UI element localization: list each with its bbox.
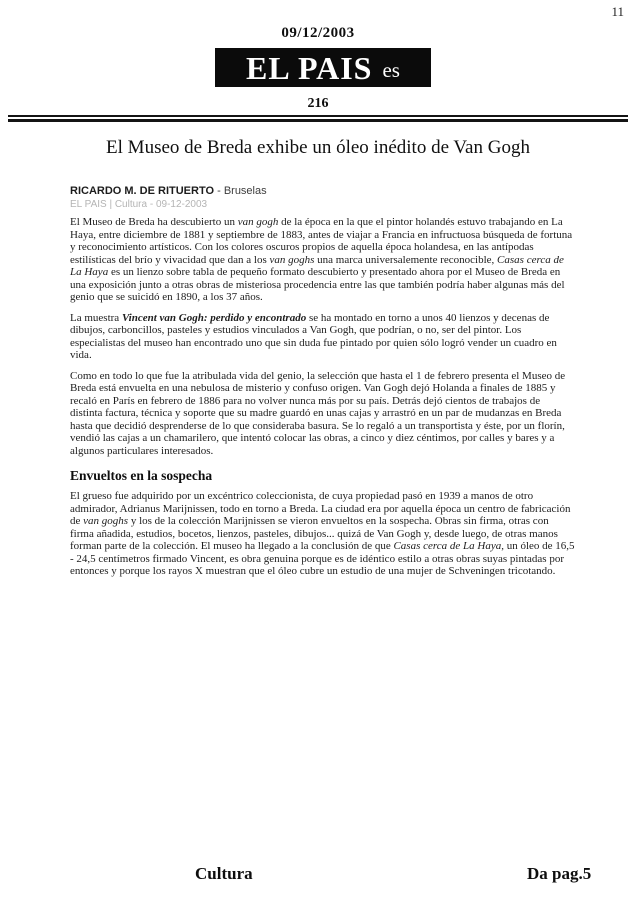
byline-author: RICARDO M. DE RITUERTO xyxy=(70,185,215,197)
article-title: El Museo de Breda exhibe un óleo inédito de Van Gogh xyxy=(106,137,530,158)
byline xyxy=(70,185,575,198)
elpais-logo xyxy=(215,48,431,87)
header-date: 09/12/2003 xyxy=(281,25,355,41)
footer-page-reference: Da pag.5 xyxy=(527,864,592,883)
elpais-logo-es-suffix: es xyxy=(382,58,400,82)
footer-section-label: Cultura xyxy=(195,864,253,883)
article-paragraph-1: El Museo de Breda ha descubierto un van gogh de la época en la que el pintor holandés estuvo trabajando en La Haya, entre diciembre de 1881 y septiembre de 1883, antes de viajar a Francia en infructuosa búsqueda de fortuna y reconocimiento artísticos. Con los colores oscuros propios de aquella época holandesa, en las antípodas estilísticas del brío y vivacidad que dan a los van goghs una marca universalemente reconocible, Casas cerca de La Haya es un lienzo sobre tabla de pequeño formato descubierto y presentado ahora por el Museo de Breda en una exposición junto a otras obras de misteriosa procedencia entre las que también podría haber algunas más del genio que se suicidó en 1890, a los 37 años. xyxy=(70,216,573,304)
elpais-logo-text: EL PAIS xyxy=(246,49,373,86)
article-paragraph-4: El grueso fue adquirido por un excéntrico coleccionista, de cuya propiedad pasó en 1939 a manos de otro admirador, Adrianus Marijnissen, todo en torno a Breda. La ciudad era por aquella época un centro de fabricación de van goghs y los de la colección Marijnissen se vieron envueltos en la sospecha. Obras sin firma, otras con firma añadida, estudios, bocetos, lienzos, pasteles, dibujos... quizá de Van Gogh y, desde luego, de otras manos forman parte de la colección. El museo ha llegado a la conclusión de que Casas cerca de La Haya, un óleo de 16,5 - 24,5 centímetros firmado Vincent, es obra genuina porque es de idéntico estilo a otras obras suyas pintadas por entonces y porque los rayos X muestran que el óleo cubre un estudio de una mujer de Schveningen tricotando. xyxy=(70,490,575,578)
header-divider-rule xyxy=(8,115,628,122)
article-paragraph-3: Como en todo lo que fue la atribulada vida del genio, la selección que hasta el 1 de febrero presenta el Museo de Breda está envuelta en una nebulosa de misterio y confuso origen. Van Gogh dejó Holanda a finales de 1885 y recaló en París en febrero de 1886 para no volver nunca más por su país. Detrás dejó cientos de trabajos de distinta factura, técnica y soporte que su madre guardó en unas cajas y arrastró en un par de mudanzas en Breda hasta que decidió desprenderse de lo que consideraba basura. Se lo regaló a un transportista y éste, por un florín, vendió las cajas a un chamarilero, que intentó colocar las obras, a cinco y diez céntimos, por calles y bares y a algunos particulares interesados. xyxy=(70,369,566,457)
article-body xyxy=(70,185,575,578)
article-paragraph-2: La muestra Vincent van Gogh: perdido y encontrado se ha montado en torno a unos 40 lienzos y decenas de dibujos, carboncillos, pasteles y estudios vinculados a Van Gogh, que podrían, o no, ser del pintor. Los especialistas del museo han encontrado uno que sin duda fue pintado por quien sólo logró vender un cuadro en vida. xyxy=(70,311,557,362)
edition-number: 216 xyxy=(307,96,329,111)
source-line: EL PAIS | Cultura - 09-12-2003 xyxy=(70,198,208,210)
article-subheading: Envueltos en la sospecha xyxy=(70,468,213,484)
scan-page-number: 11 xyxy=(611,4,624,19)
byline-location: - Bruselas xyxy=(217,185,267,197)
